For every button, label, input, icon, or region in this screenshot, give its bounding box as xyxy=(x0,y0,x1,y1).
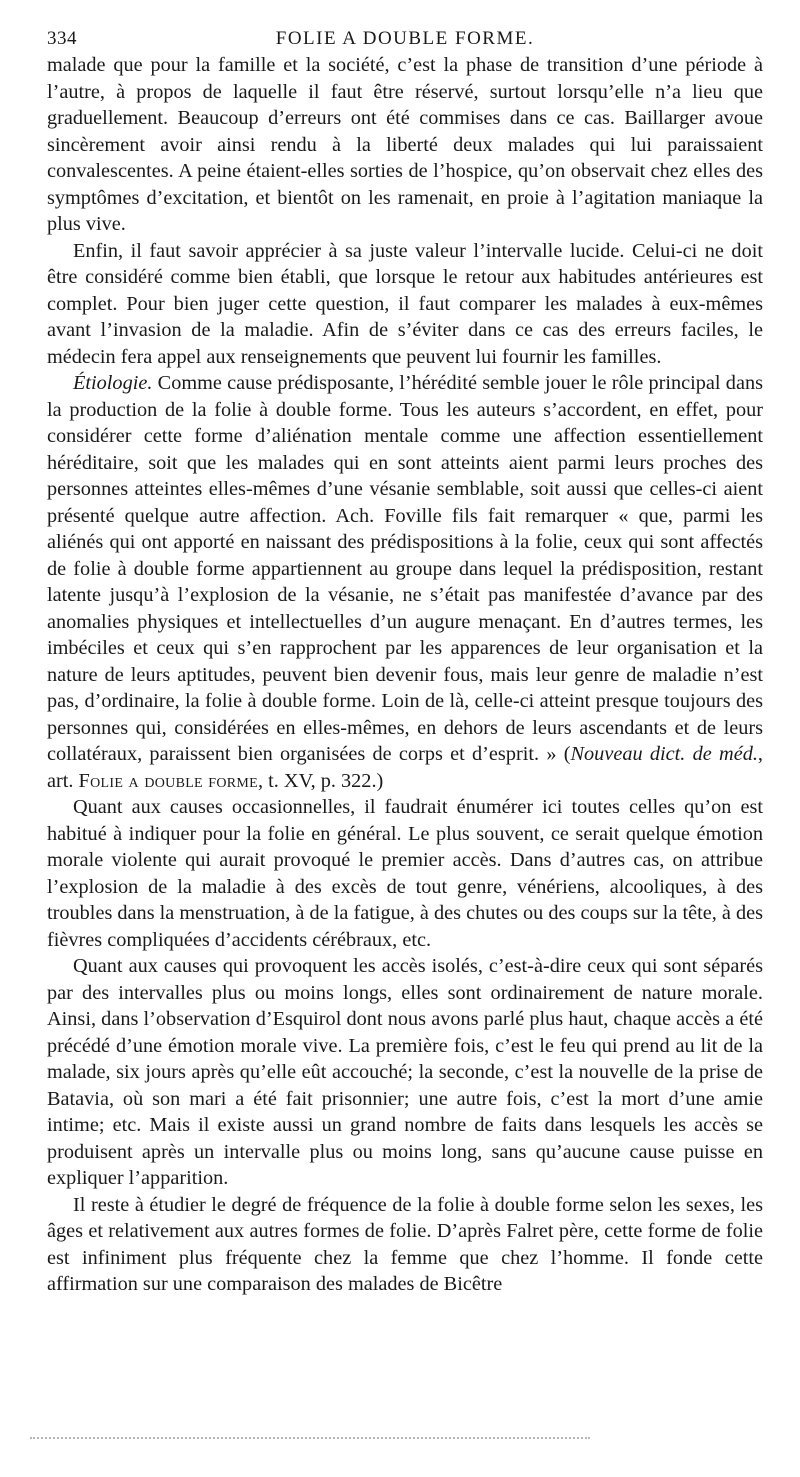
running-title: FOLIE A DOUBLE FORME. xyxy=(275,28,535,49)
body-text xyxy=(47,52,763,1298)
paragraph-occasional-causes: Quant aux causes occasionnelles, il faudrait énumérer ici toutes celles qu’on est habitué à indiquer pour la folie en général. Le plus souvent, ce serait quelque émotion morale violente qui aurait provoqué le premier accès. Dans d’autres cas, on attribue l’explosion de la maladie à des excès de tout genre, vénériens, alcooliques, à des troubles dans la menstruation, à de la fatigue, à des chutes ou des coups sur la tête, à des fièvres compliquées d’accidents cérébraux, etc. xyxy=(47,796,763,951)
paragraph-lucid-interval: Enfin, il faut savoir apprécier à sa juste valeur l’intervalle lucide. Celui-ci ne doit être considéré comme bien établi, que lorsque le retour aux habitudes antérieures est complet. Pour bien juger cette question, il faut comparer les malades à eux-mêmes avant l’invasion de la maladie. Afin de s’éviter dans ce cas des erreurs faciles, le médecin fera appel aux renseignements que peuvent lui fournir les familles. xyxy=(47,239,763,368)
running-head xyxy=(47,22,763,52)
citation-title: Nouveau dict. de méd. xyxy=(570,743,758,765)
page-number: 334 xyxy=(47,28,77,49)
paragraph-etiology xyxy=(47,370,763,794)
citation-article: Folie a double forme xyxy=(78,769,259,792)
paragraph-isolated-attacks: Quant aux causes qui provoquent les accès isolés, c’est-à-dire ceux qui sont séparés par des intervalles plus ou moins longs, elles sont ordinairement de nature morale. Ainsi, dans l’observation d’Esquirol dont nous avons parlé plus haut, chaque accès a été précédé d’une émotion morale vive. La première fois, c’est le feu qui prend au lit de la malade, six jours après qu’elle eût accouché; la seconde, c’est la nouvelle de la prise de Batavia, où son mari a été fait prisonnier; une autre fois, c’est la mort d’une amie intime; etc. Mais il existe aussi un grand nombre de faits dans lesquels les accès se produisent après un intervalle plus ou moins long, sans qu’aucune cause puisse en expliquer l’apparition. xyxy=(47,955,763,1189)
citation-end: , t. XV, p. 322.) xyxy=(258,769,384,792)
etiology-text: Comme cause prédisposante, l’hérédité semble jouer le rôle principal dans la production de la folie à double forme. Tous les auteurs s’accordent, en effet, pour considérer cette forme d’aliénation mentale comme une affection essentiellement héréditaire, soit que les malades qui en sont atteints aient parmi leurs proches des personnes atteintes elles-mêmes d’une vésanie semblable, soit aussi que celles-ci aient présenté quelque autre affection. Ach. Foville fils fait remarquer « que, parmi les aliénés qui ont apporté en naissant des prédispositions à la folie, ceux qui sont affectés de folie à double forme appartiennent au groupe dans lequel la prédisposition, restant latente jusqu’à l’explosion de la vésanie, ne s’était pas manifestée d’avance par des anomalies physiques et intellectuelles d’un augure menaçant. En d’autres termes, les imbéciles et ceux qui s’en rapprochent par les apparences de leur organisation et la nature de leurs aptitudes, peuvent bien devenir fous, mais leur genre de maladie n’est pas, d’ordinaire, la folie à double forme. Loin de là, celle-ci atteint presque toujours des personnes qui, considérées en elles-mêmes, en dehors de leurs ascendants et de leurs collatéraux, paraissent bien organisées de corps et d’esprit. » ( xyxy=(47,372,763,765)
footer-dotted-rule xyxy=(30,1437,590,1439)
section-heading-etiology: Étiologie. xyxy=(73,372,153,394)
book-page xyxy=(47,22,763,1298)
paragraph-continuation: malade que pour la famille et la société, c’est la phase de transition d’une période à l’autre, à propos de laquelle il faut être réservé, surtout lorsqu’elle n’a lieu que graduellement. Beaucoup d’erreurs ont été commises dans ce cas. Baillarger avoue sincèrement avoir ainsi rendu à la liberté deux malades qui lui paraissaient convalescentes. A peine étaient-elles sorties de l’hospice, qu’on observait chez elles des symptômes d’excitation, et bientôt on les ramenait, en proie à l’agitation maniaque la plus vive. xyxy=(47,54,763,235)
paragraph-frequency: Il reste à étudier le degré de fréquence de la folie à double forme selon les sexes, les âges et relativement aux autres formes de folie. D’après Falret père, cette forme de folie est infiniment plus fréquente chez la femme que chez l’homme. Il fonde cette affirmation sur une comparaison des malades de Bicêtre xyxy=(47,1193,763,1295)
citation-mid: , art. xyxy=(47,743,763,792)
